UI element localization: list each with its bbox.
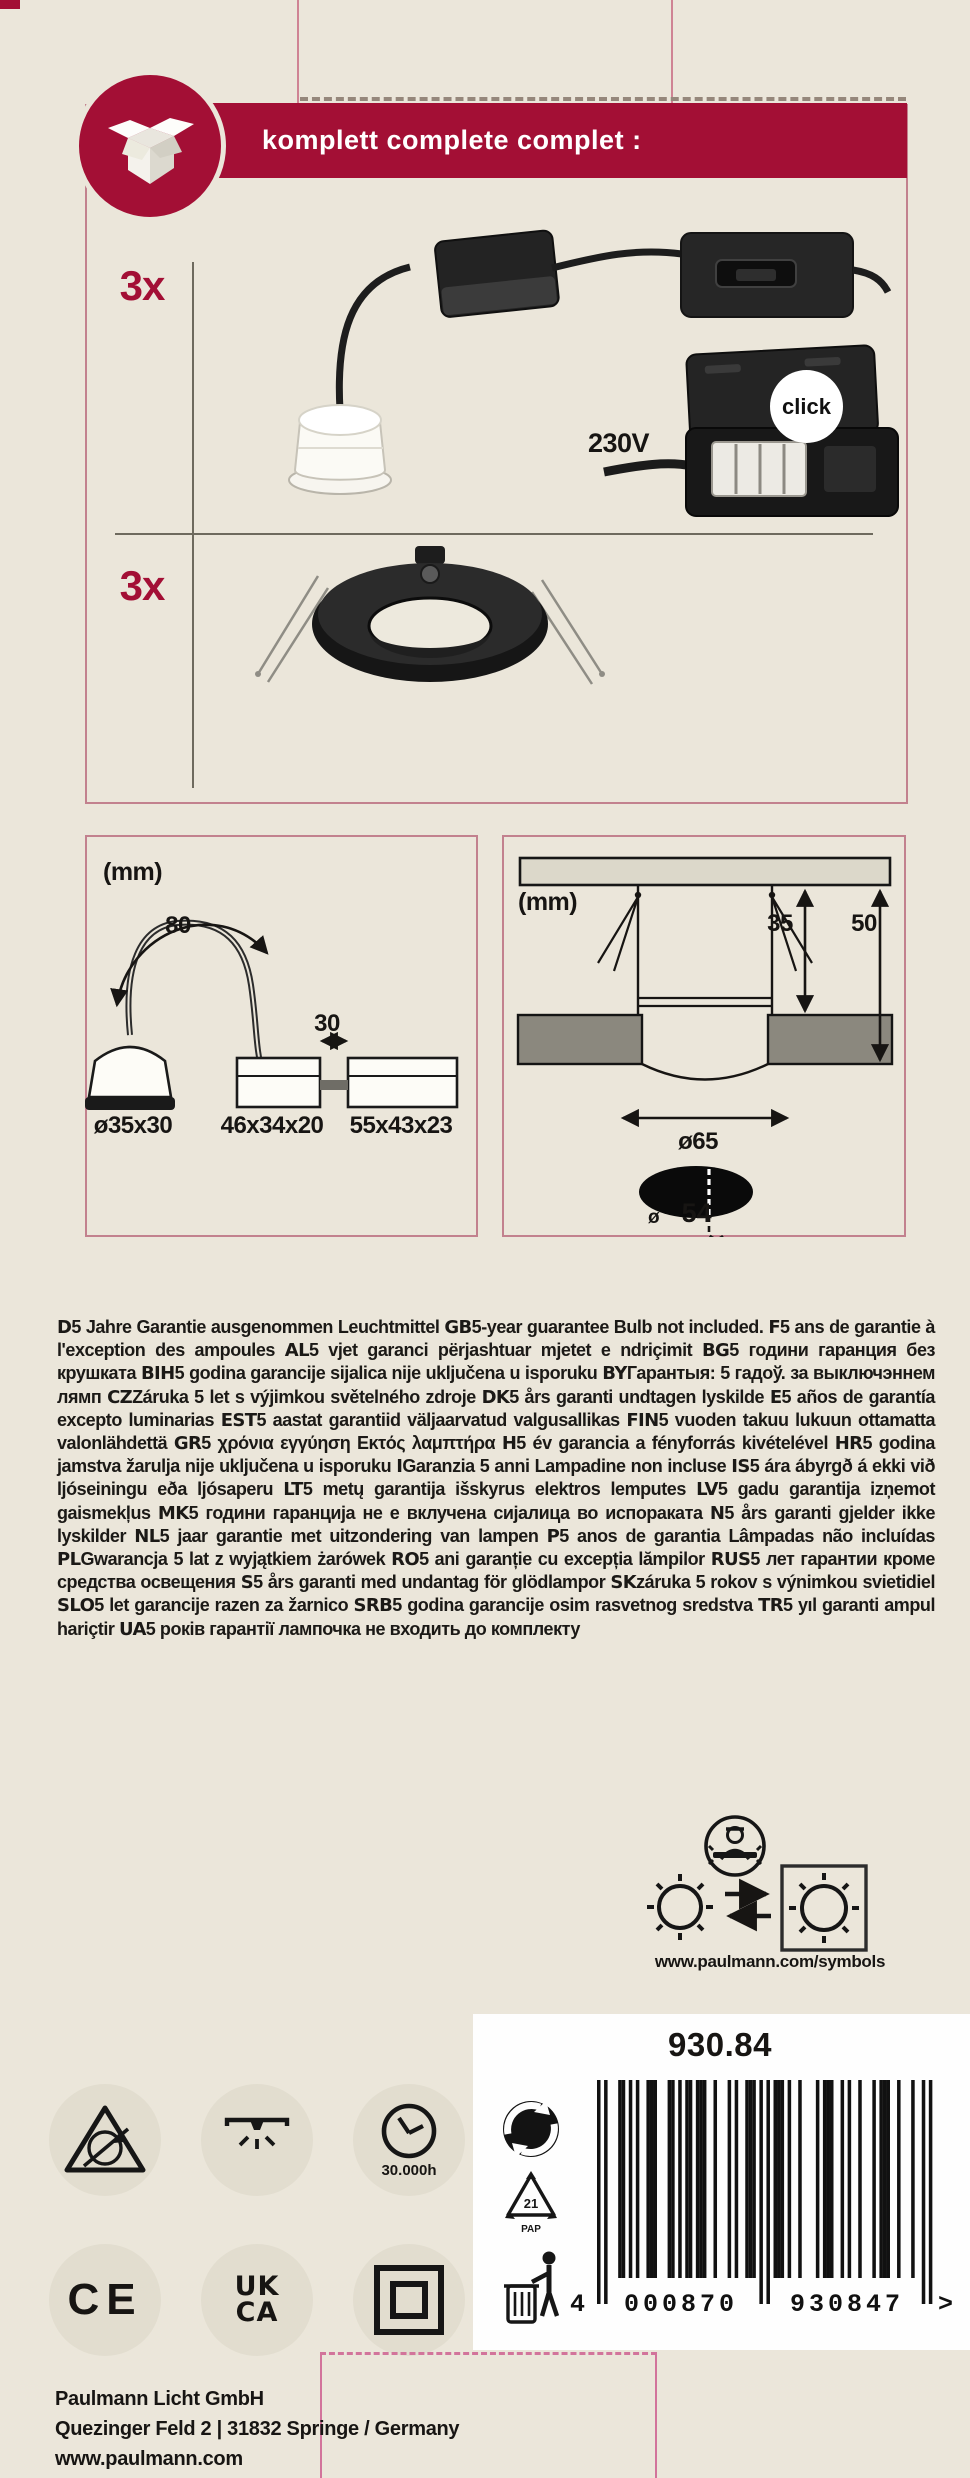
footer-website: www.paulmann.com — [55, 2448, 243, 2470]
dim-drill-value: 54 — [681, 1198, 712, 1228]
quantity-row1: 3x — [119, 262, 165, 309]
ean-digits-right: 930847 — [789, 2290, 904, 2319]
dim-cutout: ø65 — [678, 1128, 718, 1155]
banner — [150, 103, 907, 178]
ce-mark: CE — [67, 2275, 143, 2324]
pap-recycling-icon — [502, 2170, 560, 2242]
dim-box2-size: 55x43x23 — [349, 1112, 453, 1139]
ean-digit-lead: 4 — [570, 2290, 586, 2319]
ceiling-mount-badge — [201, 2084, 313, 2196]
ean-barcode — [597, 2080, 933, 2306]
lifetime-badge — [353, 2084, 465, 2196]
spot-module-photo — [200, 170, 906, 532]
footer-company: Paulmann Licht GmbH — [55, 2388, 264, 2410]
dim-drill — [648, 1198, 712, 1229]
corner-print-mark — [0, 0, 20, 9]
dim-lamp-size: ø35x30 — [93, 1112, 173, 1139]
bulb-replaceable-icons — [630, 1860, 880, 1954]
footer-address: Quezinger Feld 2 | 31832 Springe / Germany — [55, 2418, 460, 2440]
voltage-label: 230V — [588, 428, 650, 458]
dim-drill-sign: ø — [648, 1207, 660, 1228]
banner-label: komplett complete complet : — [262, 125, 642, 155]
ean-digits-left: 000870 — [623, 2290, 738, 2319]
pap-label: PAP — [521, 2224, 541, 2235]
guarantee-text: D5 Jahre Garantie ausgenommen Leuchtmittel GB5-year guarantee Bulb not included. F5 ans de garantie à l'exception des ampoules AL5 vjet garanci përjashtuar mjetet e ndriçimit BG5 години гаранция без крушката BIH5 godina garancije sijalica nije uključena u isporuku BYГарантыя: 5 гадоў. за выключэннем лямп CZZáruka 5 let s výjimkou světelného zdroje DK5 års garanti undtagen lyskilde E5 años de garantía excepto luminarias EST5 aastat garantiid väljaarvatud valgusallikas FIN5 vuoden takuu lukuun ottamatta valonlähdettä GR5 χρόνια εγγύηση Εκτός λαμπτήρα H5 év garancia a fényforrás kivételével HR5 godina jamstva žarulja nije uključena u isporuku IGaranzia 5 anni Lampadine non incluse IS5 ára ábyrgð á ekki við ljóseiningu eða ljósaperu LT5 metų garantija išskyrus elektros lemputes LV5 gadu garantija izņemot gaismekļus MK5 години гаранција не е вклучена сијалица во испораката N5 års garanti gjelder ikke lyskilder NL5 jaar garantie met uitzondering van lampen P5 anos de garantia Lâmpadas não incluídas PLGwarancja 5 lat z wyjątkiem żarówek RO5 ani garanție cu excepția lămpilor RUS5 лет гарантии кроме средства освещения S5 års garanti med undantag för glödlampor SKzáruka 5 rokov s výnimkou svietidiel SLO5 let garancije razen za žarnico SRB5 godina garancije osim rasvetnog sredstva TR5 yıl garanti ampul hariçtir UA5 років гарантії лампочка не входить до комплекту — [57, 1317, 936, 1640]
no-dimmer-icon — [62, 2102, 148, 2178]
dieline-left — [297, 0, 299, 104]
protection-class-2-icon — [374, 2265, 444, 2335]
dim-recess-depth: 35 — [767, 910, 793, 937]
dim-box1-size: 46x34x20 — [220, 1112, 324, 1139]
class2-badge — [353, 2244, 465, 2356]
dim-left-unit: (mm) — [103, 858, 163, 886]
dim-cable-length: 80 — [165, 912, 191, 939]
ukca-mark — [234, 2271, 280, 2328]
symbols-url: www.paulmann.com/symbols — [654, 1952, 886, 1971]
dim-right-unit: (mm) — [518, 888, 578, 916]
lifetime-hours: 30.000h — [381, 2161, 437, 2179]
dim-left-diagram — [85, 835, 478, 1237]
click-label: click — [782, 393, 831, 419]
click-badge — [770, 370, 843, 443]
ukca-badge — [201, 2244, 313, 2356]
dim-gap: 30 — [314, 1010, 340, 1037]
pap-number: 21 — [523, 2196, 539, 2211]
green-dot-icon — [500, 2098, 562, 2160]
ukca-top: UK — [234, 2271, 280, 2303]
no-dimmer-badge — [49, 2084, 161, 2196]
quantity-row2: 3x — [119, 562, 165, 609]
mounting-ring-photo — [230, 534, 700, 719]
kit-divider-vertical — [192, 262, 194, 788]
dieline-right — [671, 0, 673, 104]
hanger-dieline — [320, 2352, 657, 2478]
clock-icon — [380, 2102, 438, 2160]
dim-total-depth: 50 — [851, 910, 877, 937]
ukca-bottom: CA — [235, 2297, 279, 2328]
open-box-icon — [102, 98, 198, 194]
ce-badge — [49, 2244, 161, 2356]
dispose-properly-icon — [504, 2246, 566, 2330]
dim-right-diagram — [502, 835, 906, 1237]
perforation-marks — [300, 97, 906, 101]
ceiling-light-icon — [221, 2112, 293, 2168]
article-number: 930.84 — [668, 2026, 772, 2063]
ean-digit-tail: > — [938, 2290, 954, 2319]
